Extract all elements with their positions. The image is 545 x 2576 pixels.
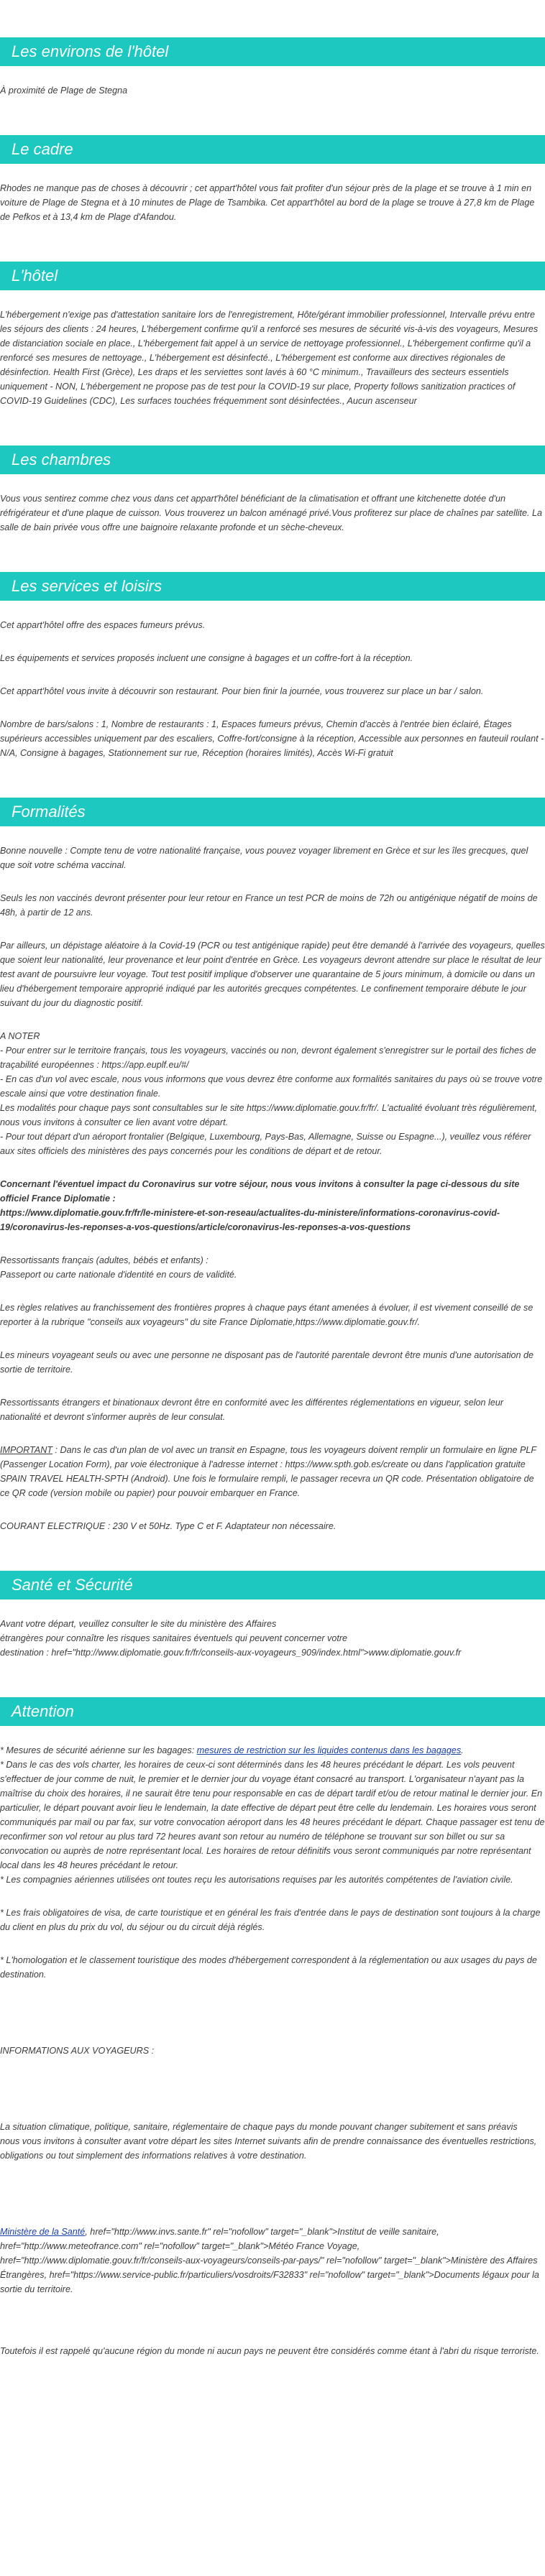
paragraph: Ressortissants français (adultes, bébés et enfants) : Passeport ou carte nationale d'identité en cours de validité.	[0, 1255, 237, 1280]
section-services	[0, 572, 545, 760]
paragraph: Nombre de bars/salons : 1, Nombre de restaurants : 1, Espaces fumeurs prévus, Chemin d'accès à l'entrée bien éclairé, Étages supérieurs accessibles uniquement par des escaliers, Coffre-fort/consigne à la réception, Accessible aux personnes en fauteuil roulant - N/A, Consigne à bagages, Stationnement sur rue, Réception (horaires limités), Accès Wi-Fi gratuit	[0, 719, 544, 758]
paragraph: Cet appart'hôtel offre des espaces fumeurs prévus.	[0, 620, 206, 630]
section-chambres	[0, 446, 545, 535]
text: , href="http://www.invs.sante.fr" rel="nofollow" target="_blank">Institut de veille sanitaire, href="http://www.meteofrance.com" rel="nofollow" target="_blank">Météo France Voyage, href="http://www.diplomatie.gouv.fr/fr/conseils-aux-voyageurs/conseils-par-pays/" rel="nofollow" target="_blank">Ministère des Affaires Étrangères, href="https://www.service-public.fr/particuliers/vosdroits/F32833" rel="nofollow" target="_blank">Documents légaux pour la sortie du territoire.	[0, 2227, 539, 2294]
spacer	[0, 2000, 545, 2044]
paragraph: À proximité de Plage de Stegna	[0, 86, 128, 96]
paragraph: Les équipements et services proposés incluent une consigne à bagages et un coffre-fort à la réception.	[0, 653, 413, 663]
section-title: Le cadre	[0, 135, 545, 164]
paragraph	[0, 1743, 545, 1887]
spacer	[0, 2077, 545, 2120]
section-cadre	[0, 135, 545, 224]
section-hotel	[0, 262, 545, 408]
section-title: L'hôtel	[0, 262, 545, 290]
section-title: Les environs de l'hôtel	[0, 37, 545, 66]
section-attention	[0, 1697, 545, 2358]
paragraph: Toutefois il est rappelé qu'aucune région du monde ni aucun pays ne peuvent être considérés comme étant à l'abri du risque terroriste.	[0, 2346, 539, 2356]
paragraph: Concernant l'éventuel impact du Coronavirus sur votre séjour, nous vous invitons à consulter la page ci-dessous du site officiel France Diplomatie : https://www.diplomatie.gouv.fr/fr/le-ministere-et-son-reseau/actualites-du-ministere/informations-coronavirus-covid-19/coronavirus-les-reponses-a-vos-questions/article/coronavirus-les-reponses-a-vos-questions	[0, 1179, 520, 1232]
paragraph	[0, 2225, 545, 2296]
paragraph	[0, 1443, 545, 1500]
paragraph: * L'homologation et le classement touristique des modes d'hébergement correspondent à la réglementation ou aux usages du pays de destination.	[0, 1955, 537, 1980]
spacer	[0, 2315, 545, 2344]
paragraph: Vous vous sentirez comme chez vous dans cet appart'hôtel bénéficiant de la climatisation et offrant une kitchenette dotée d'un réfrigérateur et d'une plaque de cuisson. Vous trouverez un balcon aménagé privé.Vous profiterez sur place de chaînes par satellite. La salle de bain privée vous offre une baignoire relaxante profonde et un sèche-cheveux.	[0, 494, 543, 532]
text: . * Dans le cas des vols charter, les horaires de ceux-ci sont déterminés dans les 48 heures précédant le départ. Les vols peuvent s'effectuer de jour comme de nuit, le premier et le dernier jour du voyage étant consacré au transport. L'organisateur n'ayant pas la maîtrise du choix des horaires, il ne saurait être tenu pour responsable en cas de départ tardif et/ou de retour matinal le dernier jour. En particulier, le départ pouvant avoir lieu le lendemain, la date effective de départ peut être celle du lendemain. Les horaires vous seront communiqués par mail ou par fax, sur votre convocation aéroport dans les 48 heures précédant le départ. Chaque passager est tenu de reconfirmer son vol retour au plus tard 72 heures avant son retour au numéro de téléphone se trouvant sur son billet ou sur sa convocation ou auprès de notre représentant local. Les horaires de retour définitifs vous seront communiqués par notre représentant local dans les 48 heures précédant le retour. * Les compagnies aériennes utilisées ont toutes reçu les autorisations requises par les autorités compétentes de l'aviation civile.	[0, 1745, 545, 1885]
section-sante	[0, 1571, 545, 1660]
paragraph: * Les frais obligatoires de visa, de carte touristique et en général les frais d'entrée dans le pays de destination sont toujours à la charge du client en plus du prix du vol, du séjour ou du circuit déjà réglés.	[0, 1908, 541, 1932]
paragraph: La situation climatique, politique, sanitaire, réglementaire de chaque pays du monde pouvant changer subitement et sans préavis nous vous invitons à consulter avant votre départ les sites Internet suivants afin de prendre connaissance des éventuelles restrictions, obligations ou tout simplement des informations relatives à votre destination.	[0, 2122, 537, 2161]
section-title: Les chambres	[0, 446, 545, 474]
paragraph: Par ailleurs, un dépistage aléatoire à la Covid-19 (PCR ou test antigénique rapide) peut être demandé à l'arrivée des voyageurs, quelles que soient leur nationalité, leur provenance et leur point d'entrée en Grèce. Les voyageurs devront attendre sur place le résultat de leur test avant de poursuivre leur voyage. Tout test positif implique d'observer une quarantaine de 5 jours minimum, à domicile ou dans un lieu d'hébergement temporaire approprié indiqué par les autorités grecques compétentes. Le confinement temporaire débute le jour suivant du jour du diagnostic positif.	[0, 941, 545, 1008]
important-label: IMPORTANT	[0, 1445, 52, 1455]
section-environs	[0, 37, 545, 98]
section-title: Les services et loisirs	[0, 572, 545, 601]
page	[0, 37, 545, 2358]
ministere-sante-link[interactable]: Ministère de la Santé	[0, 2227, 86, 2237]
paragraph: Avant votre départ, veuillez consulter le site du ministère des Affaires étrangères pour connaître les risques sanitaires éventuels qui peuvent concerner votre destination : href="http://www.diplomatie.gouv.fr/fr/conseils-aux-voyageurs_909/index.html">www.diplomatie.gouv.fr	[0, 1619, 462, 1658]
paragraph: Cet appart'hôtel vous invite à découvrir son restaurant. Pour bien finir la journée, vous trouverez sur place un bar / salon.	[0, 686, 484, 696]
paragraph: Rhodes ne manque pas de choses à découvrir ; cet appart'hôtel vous fait profiter d'un séjour près de la plage et se trouve à 1 min en voiture de Plage de Stegna et à 10 minutes de Plage de Tsambika. Cet appart'hôtel au bord de la plage se trouve à 27,8 km de Plage de Pefkos et à 13,4 km de Plage d'Afandou.	[0, 183, 535, 222]
spacer	[0, 2182, 545, 2225]
important-text: : Dans le cas d'un plan de vol avec un transit en Espagne, tous les voyageurs doivent remplir un formulaire en ligne PLF (Passenger Location Form), par voie électronique à l'adresse internet : https://www.spth.gob.es/create ou dans l'application gratuite SPAIN TRAVEL HEALTH-SPTH (Android). Une fois le formulaire rempli, le passager recevra un QR code. Présentation obligatoire de ce QR code (version mobile ou papier) pour pouvoir embarquer en France.	[0, 1445, 536, 1498]
text: * Mesures de sécurité aérienne sur les bagages:	[0, 1745, 197, 1755]
paragraph: COURANT ELECTRIQUE : 230 V et 50Hz. Type C et F. Adaptateur non nécessaire.	[0, 1521, 336, 1531]
paragraph: Seuls les non vaccinés devront présenter pour leur retour en France un test PCR de moins de 72h ou antigénique négatif de moins de 48h, à partir de 12 ans.	[0, 893, 538, 918]
paragraph: L'hébergement n'exige pas d'attestation sanitaire lors de l'enregistrement, Hôte/gérant immobilier professionnel, Intervalle prévu entre les séjours des clients : 24 heures, L'hébergement confirme qu'il a renforcé ses mesures de sécurité vis-à-vis des voyageurs, Mesures de distanciation sociale en place., L'hébergement fait appel à un service de nettoyage professionnel., L'hébergement confirme qu'il a renforcé ses mesures de nettoyage., L'hébergement est désinfecté., L'hébergement est conforme aux directives régionales de désinfection. Health First (Grèce), Les draps et les serviettes sont lavés à 60 °C minimum., Travailleurs des secteurs essentiels uniquement - NON, L'hébergement ne propose pas de test pour la COVID-19 sur place, Property follows sanitization practices of COVID-19 Guidelines (CDC), Les surfaces touchées fréquemment sont désinfectées., Aucun ascenseur	[0, 310, 539, 406]
section-formalites	[0, 798, 545, 1533]
paragraph: A NOTER - Pour entrer sur le territoire français, tous les voyageurs, vaccinés ou non, devront également s'enregistrer sur le portail des fiches de traçabilité européennes : https://app.euplf.eu/#/ - En cas d'un vol avec escale, nous vous informons que vous devrez être conforme aux formalités sanitaires du pays où se trouve votre escale ainsi que votre destination finale. Les modalités pour chaque pays sont consultables sur le site https://www.diplomatie.gouv.fr/fr/. L'actualité évoluant très régulièrement, nous vous invitons à consulter ce lien avant votre départ. - Pour tout départ d'un aéroport frontalier (Belgique, Luxembourg, Pays-Bas, Allemagne, Suisse ou Espagne...), veuillez vous référer aux sites officiels des ministères des pays concernés pour les conditions de départ et de retour.	[0, 1031, 543, 1156]
paragraph: Les règles relatives au franchissement des frontières propres à chaque pays étant amenées à évoluer, il est vivement conseillé de se reporter à la rubrique "conseils aux voyageurs" du site France Diplomatie,https://www.diplomatie.gouv.fr/.	[0, 1303, 533, 1327]
section-title: Santé et Sécurité	[0, 1571, 545, 1599]
section-title: Formalités	[0, 798, 545, 826]
paragraph: Les mineurs voyageant seuls ou avec une personne ne disposant pas de l'autorité parentale devront être munis d'une autorisation de sortie de territoire.	[0, 1350, 534, 1375]
paragraph: Ressortissants étrangers et binationaux devront être en conformité avec les différentes réglementations en vigueur, selon leur nationalité et devront s'informer auprès de leur consulat.	[0, 1398, 504, 1422]
liquids-restriction-link[interactable]: mesures de restriction sur les liquides contenus dans les bagages	[196, 1745, 462, 1755]
paragraph: INFORMATIONS AUX VOYAGEURS :	[0, 2046, 155, 2056]
section-title: Attention	[0, 1697, 545, 1726]
paragraph: Bonne nouvelle : Compte tenu de votre nationalité française, vous pouvez voyager librement en Grèce et sur les îles grecques, quel que soit votre schéma vaccinal.	[0, 846, 528, 870]
